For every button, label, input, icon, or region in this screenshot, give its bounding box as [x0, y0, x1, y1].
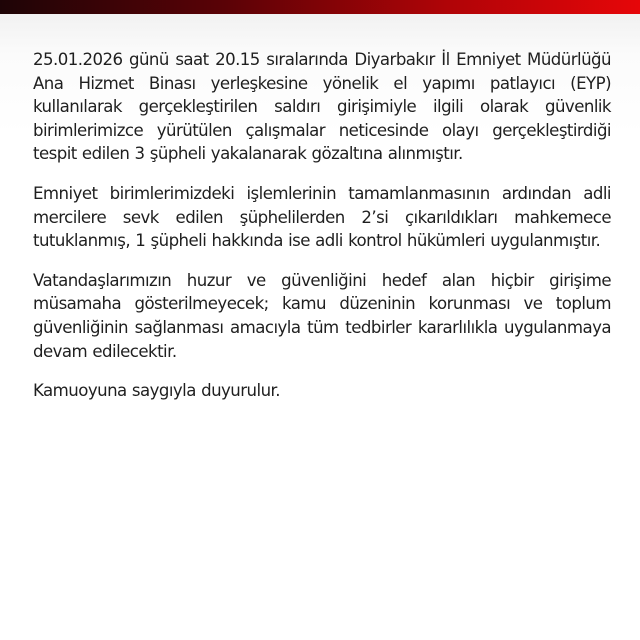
- paragraph-statement: Vatandaşlarımızın huzur ve güvenliğini hedef alan hiçbir girişime müsamaha gösterilmeyecek; kamu düzeninin korunması ve toplum güvenliğinin sağlanması amacıyla tüm tedbirler kararlılıkla uygulanmaya devam edilecektir.: [33, 270, 611, 361]
- announcement-body: [33, 48, 611, 419]
- closing-line: Kamuoyuna saygıyla duyurulur.: [33, 381, 281, 401]
- document-page: [0, 14, 640, 640]
- paragraph-incident: 25.01.2026 günü saat 20.15 sıralarında Diyarbakır İl Emniyet Müdürlüğü Ana Hizmet Binası yerleşkesine yönelik el yapımı patlayıcı (EYP) kullanılarak gerçekleştirilen saldırı girişimiyle ilgili olarak güvenlik birimlerimizce yürütülen çalışmalar neticesinde olayı gerçekleştirdiği tespit edilen 3 şüpheli yakalanarak gözaltına alınmıştır.: [33, 50, 611, 164]
- paragraph-judicial-outcome: Emniyet birimlerimizdeki işlemlerinin tamamlanmasının ardından adli mercilere sevk edilen şüphelilerden 2’si çıkarıldıkları mahkemece tutuklanmış, 1 şüpheli hakkında ise adli kontrol hükümleri uygulanmıştır.: [33, 183, 611, 251]
- header-gradient-bar: [0, 0, 640, 14]
